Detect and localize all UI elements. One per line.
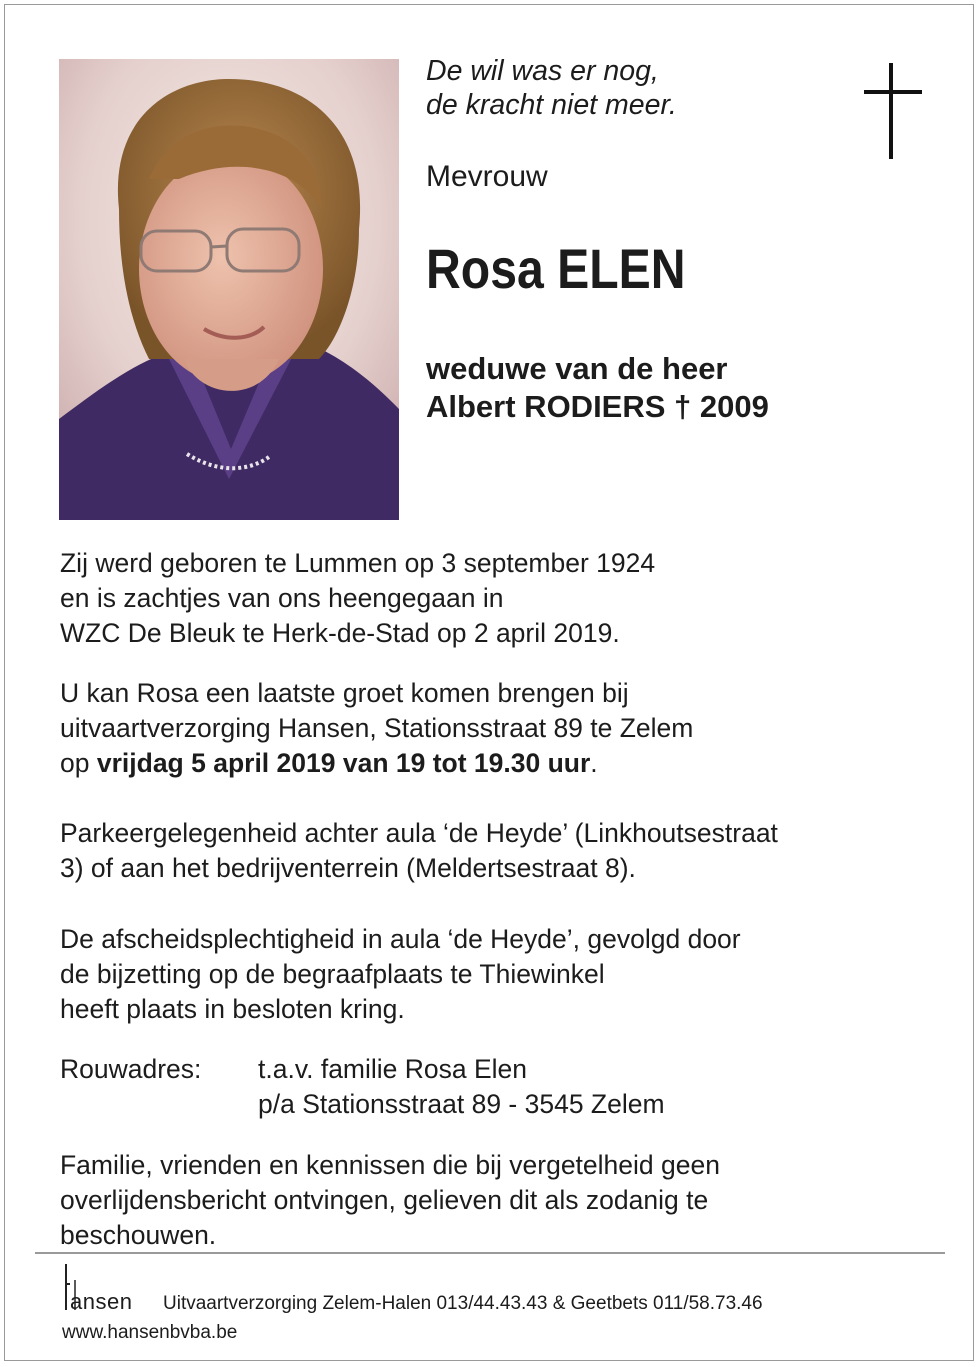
spouse-line-2: Albert RODIERS † 2009 (426, 389, 769, 424)
portrait-photo (59, 59, 399, 520)
quote-line-1: De wil was er nog, (426, 55, 659, 87)
visit-line-2: uitvaartverzorging Hansen, Stationsstraat 89 te Zelem (60, 713, 694, 743)
visit-paragraph (60, 676, 693, 781)
footer-contact-info: Uitvaartverzorging Zelem-Halen 013/44.43.43 & Geetbets 011/58.73.46 (163, 1293, 763, 1314)
address-line-1: t.a.v. familie Rosa Elen (258, 1054, 528, 1084)
honorific: Mevrouw (426, 160, 548, 193)
visit-date-time: vrijdag 5 april 2019 van 19 tot 19.30 uur (96, 748, 591, 778)
visit-line-3 (60, 746, 693, 781)
closing-paragraph (60, 1148, 720, 1253)
parking-line-1: Parkeergelegenheid achter aula ‘de Heyde’ (Linkhoutsestraat (60, 818, 778, 848)
visit-suffix: . (590, 748, 598, 778)
deceased-name: Rosa ELEN (426, 237, 686, 300)
footer-brand: ansen (70, 1289, 133, 1314)
ceremony-line-3: heeft plaats in besloten kring. (60, 994, 405, 1024)
address-label: Rouwadres: (60, 1054, 202, 1084)
parking-paragraph (60, 816, 778, 886)
footer-website: www.hansenbvba.be (62, 1322, 238, 1343)
ceremony-line-2: de bijzetting op de begraafplaats te Thiewinkel (60, 959, 605, 989)
closing-line-2: overlijdensbericht ontvingen, gelieven dit als zodanig te (60, 1185, 709, 1215)
visit-prefix: op (60, 748, 90, 778)
quote-line-2: de kracht niet meer. (426, 89, 677, 121)
birth-line-3: WZC De Bleuk te Herk-de-Stad op 2 april 2019. (60, 618, 620, 648)
birth-line-1: Zij werd geboren te Lummen op 3 september 1924 (60, 548, 656, 578)
birth-line-2: en is zachtjes van ons heengegaan in (60, 583, 504, 613)
spouse-info (426, 350, 769, 426)
ceremony-paragraph (60, 922, 741, 1027)
quote (426, 54, 677, 122)
address-block (258, 1052, 665, 1122)
visit-line-1: U kan Rosa een laatste groet komen brengen bij (60, 678, 629, 708)
cross-icon (864, 63, 922, 159)
ceremony-line-1: De afscheidsplechtigheid in aula ‘de Heyde’, gevolgd door (60, 924, 741, 954)
closing-line-3: beschouwen. (60, 1220, 217, 1250)
footer-divider (35, 1252, 945, 1254)
closing-line-1: Familie, vrienden en kennissen die bij vergetelheid geen (60, 1150, 720, 1180)
parking-line-2: 3) of aan het bedrijventerrein (Meldertsestraat 8). (60, 853, 636, 883)
birth-paragraph (60, 546, 655, 651)
spouse-line-1: weduwe van de heer (426, 351, 728, 386)
address-line-2: p/a Stationsstraat 89 - 3545 Zelem (258, 1089, 665, 1119)
